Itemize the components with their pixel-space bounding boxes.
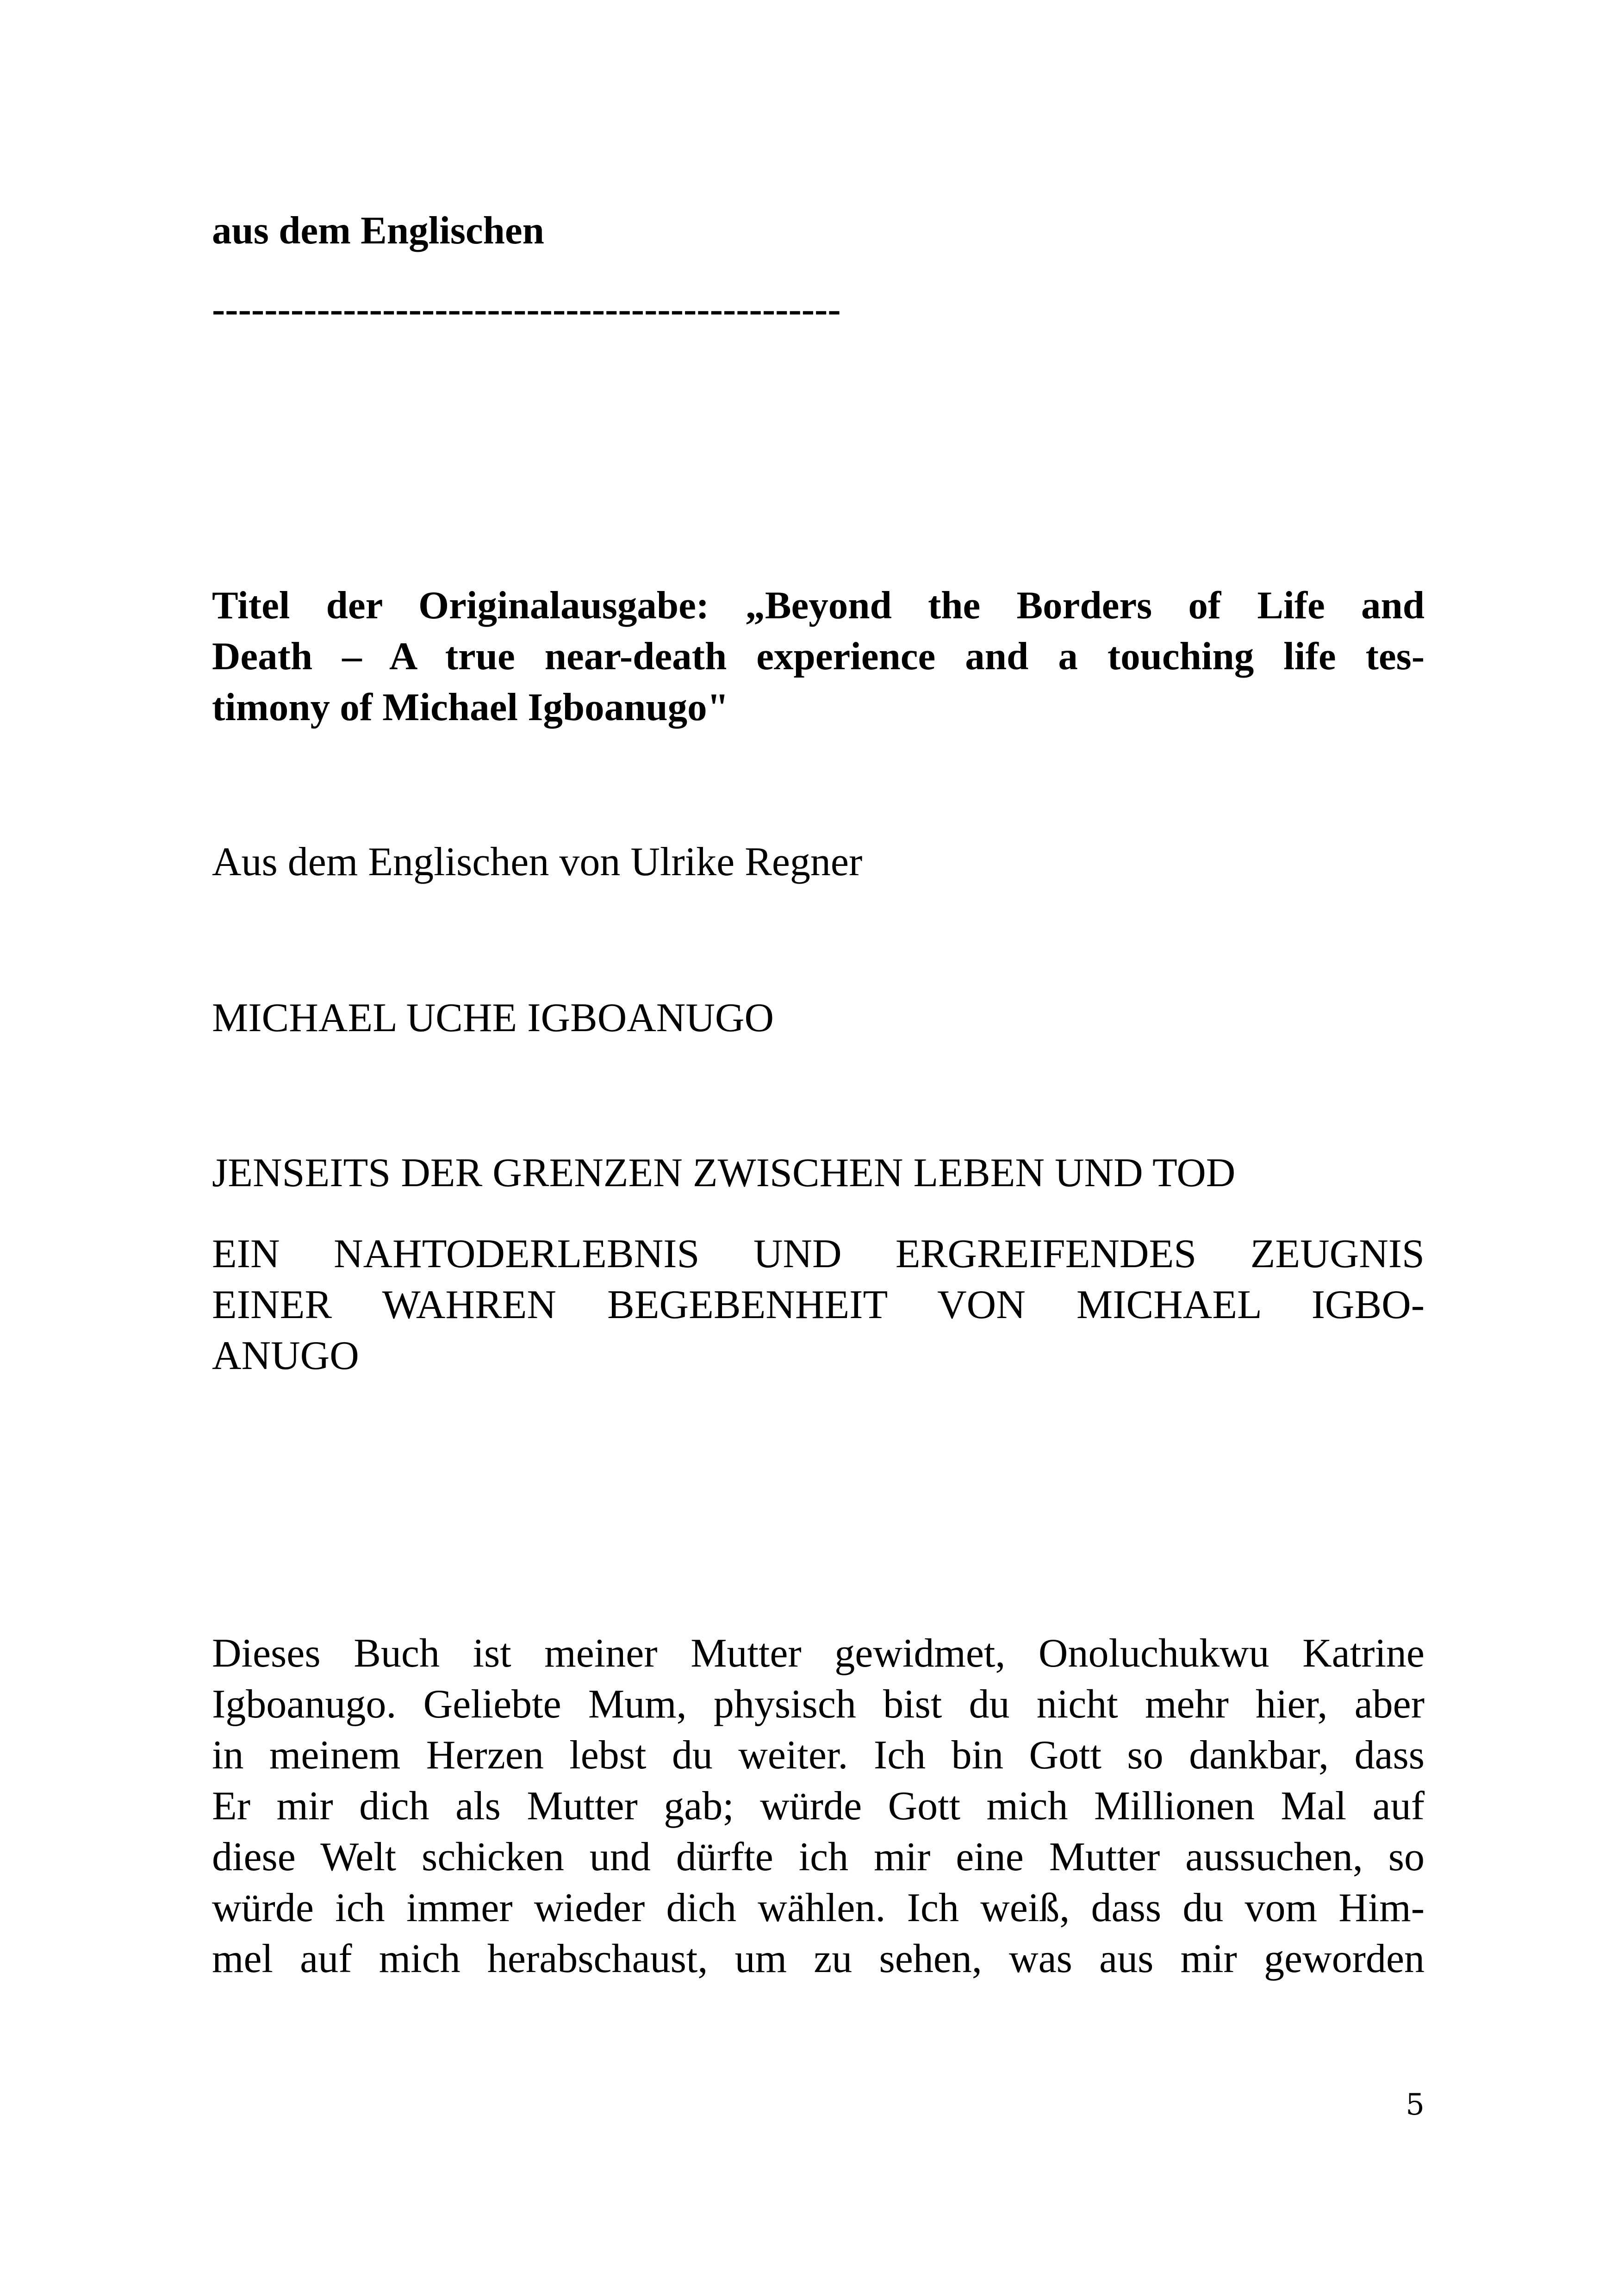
original-title-block [212,580,1425,733]
author-text: MICHAEL UCHE IGBOANUGO [212,996,774,1040]
book-title [212,1148,1425,1199]
book-title-text: JENSEITS DER GRENZEN ZWISCHEN LEBEN UND TOD [212,1151,1236,1195]
subtitle-text: aus dem Englischen [212,209,544,252]
dedication-line: in meinem Herzen lebst du weiter. Ich bin Gott so dankbar, dass [212,1733,1425,1778]
dedication-line: würde ich immer wieder dich wählen. Ich weiß, dass du vom Him- [212,1885,1425,1930]
separator-line [212,284,1425,335]
original-title-line: Death – A true near-death experience and a touching life tes- [212,635,1425,678]
original-title-line: Titel der Originalausgabe: „Beyond the Borders of Life and [212,584,1425,627]
book-subtitle-block [212,1229,1425,1381]
separator-text: ------------------------------------------------ [212,287,841,331]
author-name [212,993,1425,1044]
original-title-line: timony of Michael Igboanugo" [212,685,729,729]
dedication-line: Dieses Buch ist meiner Mutter gewidmet, Onoluchukwu Katrine [212,1631,1425,1676]
subtitle-heading [212,205,1425,256]
page-number: 5 [1406,2088,1425,2122]
translator-credit [212,837,1425,888]
translator-text: Aus dem Englischen von Ulrike Regner [212,840,863,884]
dedication-line: diese Welt schicken und dürfte ich mir eine Mutter aussuchen, so [212,1835,1425,1879]
dedication-line: Igboanugo. Geliebte Mum, physisch bist du nicht mehr hier, aber [212,1682,1425,1727]
dedication-line: mel auf mich herabschaust, um zu sehen, was aus mir geworden [212,1936,1425,1981]
dedication-paragraph [212,1628,1425,1985]
book-subtitle-line: ANUGO [212,1333,359,1378]
dedication-line: Er mir dich als Mutter gab; würde Gott mich Millionen Mal auf [212,1784,1425,1829]
book-subtitle-line: EIN NAHTODERLEBNIS UND ERGREIFENDES ZEUGNIS [212,1232,1425,1276]
book-subtitle-line: EINER WAHREN BEGEBENHEIT VON MICHAEL IGBO- [212,1282,1425,1327]
